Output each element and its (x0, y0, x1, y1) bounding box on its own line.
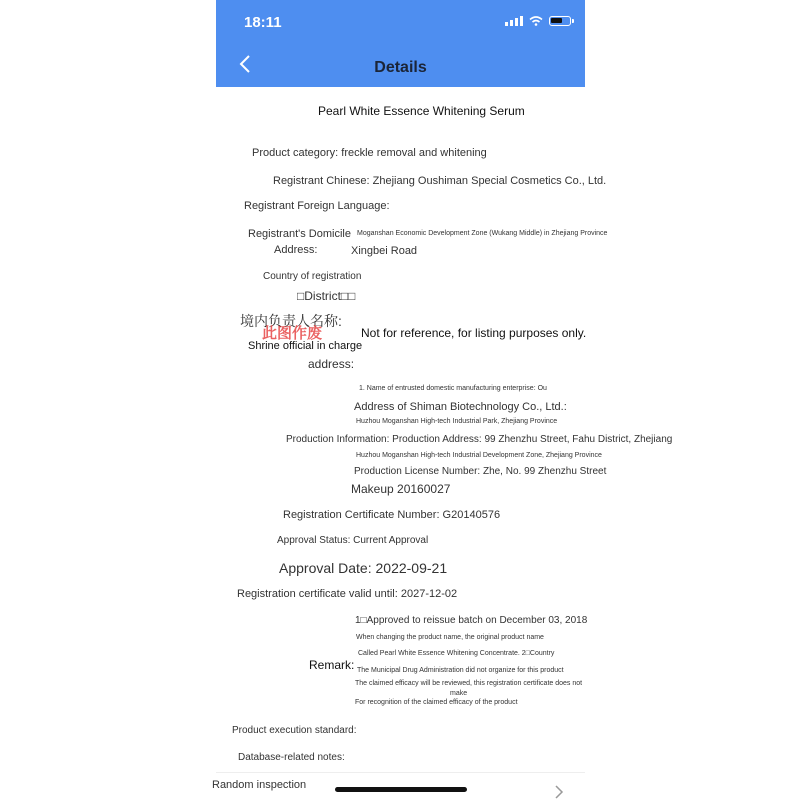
approval-date: Approval Date: 2022-09-21 (279, 560, 448, 576)
valid-until: Registration certificate valid until: 2027-12-02 (237, 588, 458, 600)
watermark-note: Not for reference, for listing purposes only. (361, 326, 587, 340)
home-indicator (335, 787, 467, 792)
domicile-label: Registrant's Domicile (248, 228, 351, 240)
production-line-3: Huzhou Moganshan High-tech Industrial Park, Zhejiang Province (356, 418, 558, 425)
remark-line-6: make (450, 690, 468, 697)
production-line-5: Huzhou Moganshan High-tech Industrial Development Zone, Zhejiang Province (356, 452, 602, 459)
country-label: Country of registration (263, 271, 362, 282)
status-time: 18:11 (244, 14, 282, 31)
address-label: address: (308, 357, 355, 371)
page-title: Details (374, 59, 427, 76)
product-name: Pearl White Essence Whitening Serum (318, 104, 525, 118)
remark-label: Remark: (309, 658, 355, 672)
production-line-1: 1. Name of entrusted domestic manufacturing enterprise: Ou (359, 385, 547, 392)
product-category: Product category: freckle removal and whitening (252, 147, 487, 159)
remark-line-1: 1□Approved to reissue batch on December 03, 2018 (355, 615, 588, 626)
remark-line-2: When changing the product name, the original product name (356, 634, 544, 641)
domicile-value-2: Xingbei Road (351, 245, 418, 257)
remark-line-5: The claimed efficacy will be reviewed, this registration certificate does not (355, 680, 583, 687)
makeup-number: Makeup 20160027 (351, 482, 451, 496)
district-label: □District□□ (297, 289, 356, 303)
production-info: Production Information: Production Address: 99 Zhenzhu Street, Fahu District, Zhejiang (286, 434, 673, 445)
registrant-chinese: Registrant Chinese: Zhejiang Oushiman Special Cosmetics Co., Ltd. (273, 175, 607, 187)
database-notes: Database-related notes: (238, 752, 345, 763)
approval-status: Approval Status: Current Approval (277, 535, 429, 546)
registrant-foreign: Registrant Foreign Language: (244, 200, 390, 212)
remark-line-7: For recognition of the claimed efficacy of the product (355, 699, 518, 706)
random-inspection-link[interactable]: Random inspection (212, 779, 307, 791)
watermark-stamp: 此图作废 (262, 325, 323, 342)
execution-standard: Product execution standard: (232, 725, 357, 736)
remark-line-3: Called Pearl White Essence Whitening Concentrate. 2□Country (358, 650, 555, 657)
app-header (216, 0, 585, 87)
domestic-responsible-label: 境内负责人名称: (240, 313, 342, 329)
remark-line-4: The Municipal Drug Administration did not organize for this product (357, 667, 564, 674)
shrine-label: Shrine official in charge (248, 340, 363, 352)
registration-certificate: Registration Certificate Number: G20140576 (283, 509, 501, 521)
domicile-label-2: Address: (274, 244, 318, 256)
signal-icon (505, 16, 523, 26)
wifi-icon (529, 16, 543, 26)
production-license: Production License Number: Zhe, No. 99 Zhenzhu Street (354, 466, 607, 477)
production-line-2: Address of Shiman Biotechnology Co., Ltd.: (354, 401, 567, 413)
status-icons (505, 16, 571, 26)
battery-icon (549, 16, 571, 26)
chevron-right-icon[interactable] (553, 784, 565, 800)
domicile-value: Moganshan Economic Development Zone (Wukang Middle) in Zhejiang Province (357, 230, 608, 237)
